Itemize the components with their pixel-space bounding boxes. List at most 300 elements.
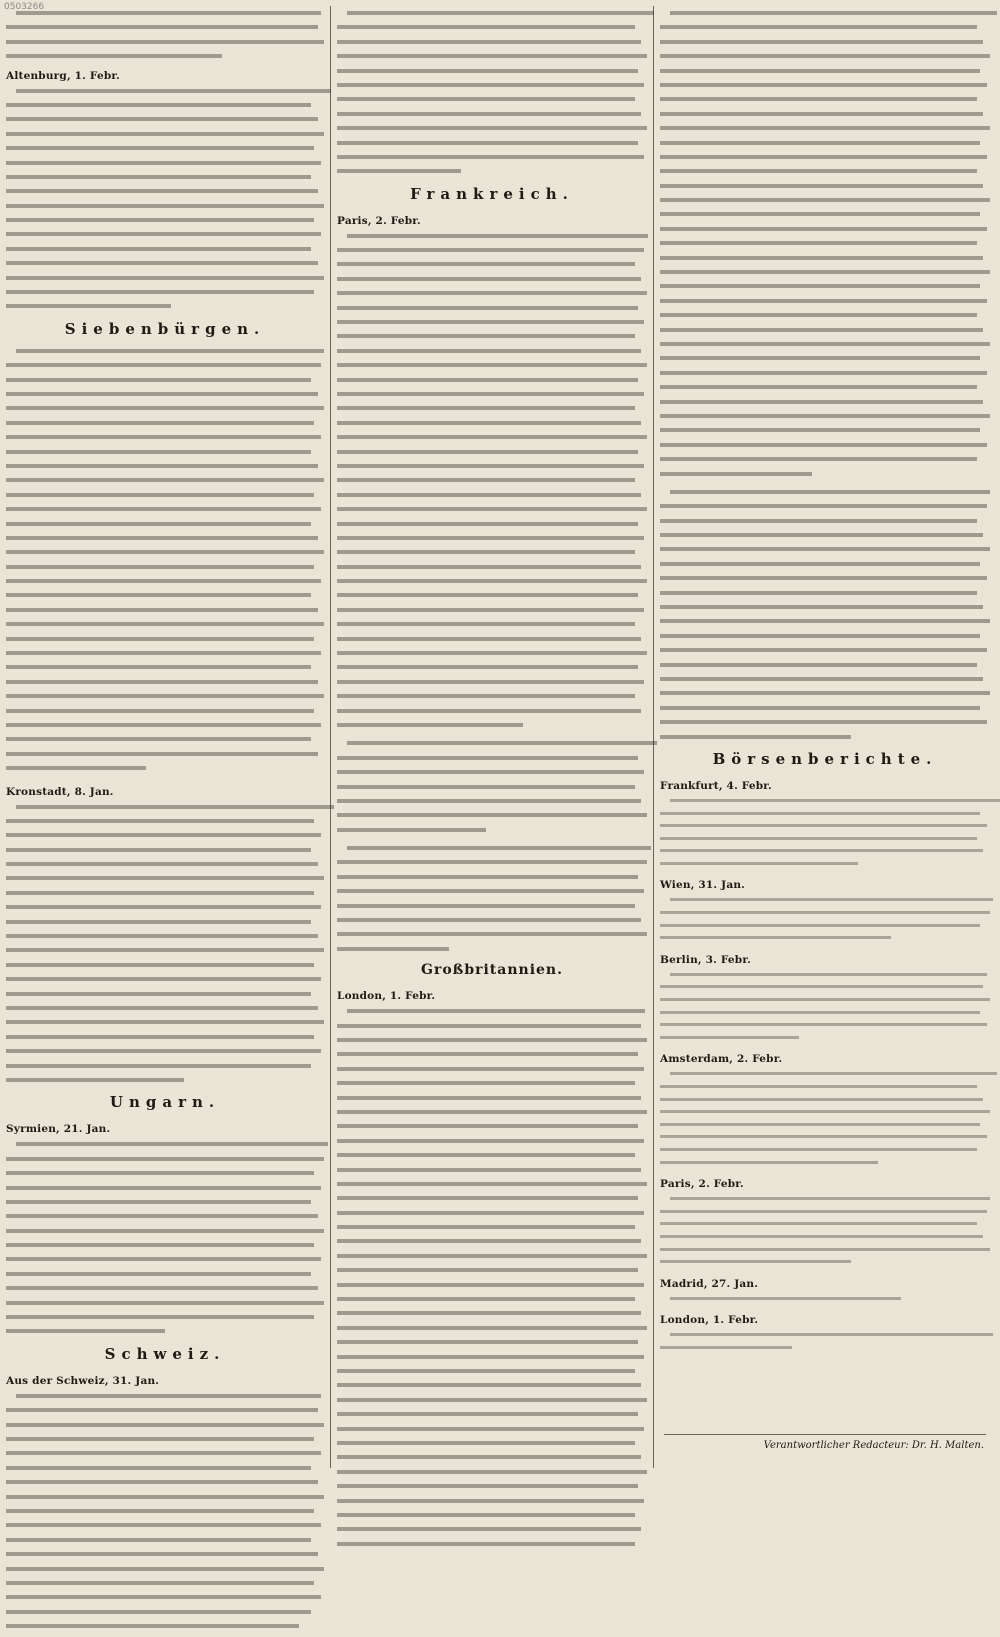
text-line	[660, 366, 990, 380]
text-line	[6, 1504, 324, 1518]
text-line	[660, 1205, 990, 1218]
text-line	[660, 571, 990, 585]
text-line	[6, 373, 324, 387]
text-line	[6, 459, 324, 473]
text-line	[660, 600, 990, 614]
text-line	[6, 1619, 324, 1633]
text-line	[337, 841, 647, 855]
text-line	[6, 814, 324, 828]
text-line	[6, 1296, 324, 1310]
text-line	[660, 1031, 990, 1044]
text-line	[6, 900, 324, 914]
text-line	[6, 6, 324, 20]
text-line	[660, 542, 990, 556]
text-line	[337, 765, 647, 779]
text-line	[660, 294, 990, 308]
text-line	[337, 531, 647, 545]
text-line	[337, 617, 647, 631]
market-report	[660, 1308, 990, 1353]
column-rule	[330, 6, 331, 1468]
text-line	[337, 603, 647, 617]
text-line	[6, 943, 324, 957]
text-line	[337, 1206, 647, 1220]
text-line	[660, 380, 990, 394]
text-line	[337, 502, 647, 516]
text-line	[6, 416, 324, 430]
text-line	[6, 761, 324, 775]
text-line	[6, 271, 324, 285]
text-line	[337, 927, 647, 941]
text-line	[6, 358, 324, 372]
text-line	[337, 675, 647, 689]
text-line	[6, 675, 324, 689]
text-line	[337, 20, 647, 34]
text-line	[337, 107, 647, 121]
text-line	[6, 1461, 324, 1475]
text-line	[337, 1393, 647, 1407]
text-line	[660, 980, 990, 993]
text-line	[6, 574, 324, 588]
article	[6, 344, 324, 776]
text-line	[337, 808, 647, 822]
text-line	[660, 499, 990, 513]
text-line	[6, 987, 324, 1001]
text-line	[337, 1422, 647, 1436]
market-report	[660, 1272, 990, 1305]
text-line	[6, 1281, 324, 1295]
text-line	[337, 1263, 647, 1277]
text-line	[660, 409, 990, 423]
text-line	[337, 488, 647, 502]
dateline: Aus der Schweiz, 31. Jan.	[6, 1374, 160, 1387]
text-line	[6, 1252, 324, 1266]
text-line	[337, 1105, 647, 1119]
text-line	[6, 98, 324, 112]
column-1	[6, 6, 324, 1637]
text-line	[337, 1134, 647, 1148]
text-line	[6, 1605, 324, 1619]
text-line	[337, 870, 647, 884]
text-line	[6, 299, 324, 313]
text-line	[337, 1494, 647, 1508]
section-heading: Frankreich.	[410, 184, 574, 203]
text-line	[6, 199, 324, 213]
text-line	[660, 1255, 990, 1268]
text-line	[660, 1006, 990, 1019]
text-line	[660, 1080, 990, 1093]
text-line	[660, 701, 990, 715]
text-line	[660, 323, 990, 337]
article	[337, 736, 647, 837]
text-line	[660, 686, 990, 700]
text-line	[337, 1407, 647, 1421]
text-line	[6, 1224, 324, 1238]
article	[660, 485, 990, 744]
text-line	[6, 1446, 324, 1460]
text-line	[337, 373, 647, 387]
text-line	[6, 972, 324, 986]
text-line	[337, 751, 647, 765]
text-line	[6, 1403, 324, 1417]
text-line	[6, 227, 324, 241]
text-line	[660, 629, 990, 643]
text-line	[337, 92, 647, 106]
text-line	[337, 780, 647, 794]
text-line	[6, 704, 324, 718]
column-3	[660, 6, 990, 1358]
text-line	[660, 1230, 990, 1243]
text-line	[337, 560, 647, 574]
dateline: Altenburg, 1. Febr.	[6, 69, 121, 82]
text-line	[337, 1119, 647, 1133]
text-line	[337, 884, 647, 898]
dateline: London, 1. Febr.	[337, 990, 436, 1003]
text-line	[337, 942, 647, 956]
text-line	[660, 236, 990, 250]
text-line	[660, 906, 990, 919]
text-line	[337, 704, 647, 718]
text-line	[6, 1310, 324, 1324]
text-line	[6, 828, 324, 842]
text-line	[337, 1091, 647, 1105]
text-line	[6, 285, 324, 299]
article-continued	[6, 6, 324, 314]
article	[6, 780, 324, 1088]
text-line	[337, 1019, 647, 1033]
text-line	[6, 184, 324, 198]
text-line	[660, 150, 990, 164]
text-line	[6, 1475, 324, 1489]
dateline: London, 1. Febr.	[660, 1314, 759, 1327]
section-heading: Ungarn.	[109, 1093, 221, 1112]
text-line	[337, 823, 647, 837]
text-line	[660, 438, 990, 452]
text-line	[337, 718, 647, 732]
text-line	[337, 1234, 647, 1248]
text-line	[6, 1418, 324, 1432]
text-line	[660, 1243, 990, 1256]
text-line	[6, 256, 324, 270]
text-line	[660, 121, 990, 135]
text-line	[660, 164, 990, 178]
text-line	[660, 807, 990, 820]
text-line	[660, 6, 990, 20]
text-line	[660, 452, 990, 466]
text-line	[337, 1148, 647, 1162]
stock-reports	[660, 774, 990, 1354]
text-line	[337, 301, 647, 315]
text-line	[337, 574, 647, 588]
text-line	[6, 213, 324, 227]
text-line	[6, 560, 324, 574]
text-line	[337, 272, 647, 286]
text-line	[6, 242, 324, 256]
text-line	[660, 179, 990, 193]
text-line	[6, 646, 324, 660]
text-line	[6, 718, 324, 732]
text-line	[6, 617, 324, 631]
text-line	[337, 49, 647, 63]
text-line	[6, 1562, 324, 1576]
text-line	[660, 1067, 990, 1080]
text-line	[660, 1192, 990, 1205]
text-line	[660, 832, 990, 845]
text-line	[6, 545, 324, 559]
text-line	[660, 1093, 990, 1106]
text-line	[337, 430, 647, 444]
text-line	[660, 337, 990, 351]
text-line	[337, 1508, 647, 1522]
text-line	[660, 78, 990, 92]
text-line	[660, 893, 990, 906]
text-line	[660, 193, 990, 207]
dateline: Berlin, 3. Febr.	[660, 953, 751, 966]
text-line	[337, 689, 647, 703]
text-line	[6, 1576, 324, 1590]
text-line	[337, 1033, 647, 1047]
text-line	[6, 387, 324, 401]
text-line	[337, 6, 647, 20]
text-line	[660, 92, 990, 106]
text-line	[6, 1209, 324, 1223]
text-line	[6, 1166, 324, 1180]
text-line	[6, 517, 324, 531]
text-line	[337, 243, 647, 257]
text-line	[6, 915, 324, 929]
text-line	[337, 1191, 647, 1205]
section-heading: Schweiz.	[104, 1344, 226, 1363]
text-line	[6, 732, 324, 746]
text-line	[6, 1001, 324, 1015]
text-line	[6, 603, 324, 617]
text-line	[6, 1432, 324, 1446]
text-line	[660, 643, 990, 657]
text-line	[337, 35, 647, 49]
text-line	[337, 344, 647, 358]
text-line	[6, 1389, 324, 1403]
text-line	[337, 913, 647, 927]
text-line	[337, 1522, 647, 1536]
text-line	[660, 485, 990, 499]
text-line	[660, 265, 990, 279]
text-line	[337, 1062, 647, 1076]
text-line	[6, 1044, 324, 1058]
dateline: Amsterdam, 2. Febr.	[660, 1053, 783, 1066]
market-report	[660, 948, 990, 1044]
article	[6, 1117, 324, 1338]
text-line	[660, 279, 990, 293]
article-continued	[337, 6, 647, 179]
text-line	[660, 968, 990, 981]
text-line	[6, 1238, 324, 1252]
text-line	[6, 632, 324, 646]
text-line	[337, 64, 647, 78]
text-line	[6, 689, 324, 703]
text-line	[337, 315, 647, 329]
text-line	[337, 1321, 647, 1335]
text-line	[660, 857, 990, 870]
dateline: Frankfurt, 4. Febr.	[660, 779, 772, 792]
text-line	[660, 819, 990, 832]
text-line	[337, 1004, 647, 1018]
article	[337, 209, 647, 733]
text-line	[337, 445, 647, 459]
text-line	[660, 1328, 990, 1341]
text-line	[6, 488, 324, 502]
dateline: Kronstadt, 8. Jan.	[6, 785, 114, 798]
article	[6, 1369, 324, 1634]
text-line	[660, 614, 990, 628]
text-line	[6, 112, 324, 126]
text-line	[660, 658, 990, 672]
text-line	[660, 467, 990, 481]
text-line	[660, 715, 990, 729]
text-line	[337, 1292, 647, 1306]
text-line	[660, 794, 990, 807]
text-line	[337, 1306, 647, 1320]
dateline: Paris, 2. Febr.	[660, 1178, 744, 1191]
text-line	[6, 1195, 324, 1209]
archive-id: 0503266	[4, 2, 45, 12]
text-line	[337, 1378, 647, 1392]
text-line	[337, 1220, 647, 1234]
text-line	[6, 473, 324, 487]
text-line	[337, 1249, 647, 1263]
text-line	[660, 1217, 990, 1230]
text-line	[660, 993, 990, 1006]
text-line	[337, 1364, 647, 1378]
text-line	[337, 473, 647, 487]
text-line	[337, 358, 647, 372]
text-line	[660, 35, 990, 49]
text-line	[660, 49, 990, 63]
text-line	[660, 1156, 990, 1169]
text-line	[660, 136, 990, 150]
text-line	[6, 1490, 324, 1504]
text-line	[6, 141, 324, 155]
text-line	[660, 64, 990, 78]
text-line	[6, 401, 324, 415]
text-line	[337, 632, 647, 646]
text-line	[337, 736, 647, 750]
text-line	[660, 1292, 990, 1305]
text-line	[337, 229, 647, 243]
text-line	[337, 1335, 647, 1349]
text-line	[660, 557, 990, 571]
text-line	[6, 1137, 324, 1151]
text-line	[6, 588, 324, 602]
text-line	[337, 794, 647, 808]
text-line	[660, 730, 990, 744]
text-line	[6, 929, 324, 943]
market-report	[660, 1047, 990, 1168]
text-line	[337, 150, 647, 164]
text-line	[660, 395, 990, 409]
text-line	[660, 423, 990, 437]
text-line	[6, 1015, 324, 1029]
text-line	[6, 127, 324, 141]
column-rule	[653, 6, 654, 1468]
section-heading: Börsenberichte.	[712, 749, 938, 768]
text-line	[660, 514, 990, 528]
text-line	[337, 1350, 647, 1364]
text-line	[6, 1518, 324, 1532]
text-line	[337, 387, 647, 401]
text-line	[660, 1143, 990, 1156]
text-line	[6, 20, 324, 34]
market-report	[660, 1172, 990, 1268]
text-line	[337, 1479, 647, 1493]
text-line	[6, 871, 324, 885]
text-line	[6, 660, 324, 674]
section-heading: Siebenbürgen.	[64, 319, 266, 338]
text-line	[6, 1324, 324, 1338]
text-line	[337, 588, 647, 602]
text-line	[6, 49, 324, 63]
text-line	[660, 931, 990, 944]
text-line	[660, 1341, 990, 1354]
text-line	[337, 1465, 647, 1479]
text-line	[660, 919, 990, 932]
text-line	[660, 251, 990, 265]
text-line	[6, 886, 324, 900]
text-line	[660, 308, 990, 322]
text-line	[6, 84, 324, 98]
text-line	[6, 344, 324, 358]
text-line	[660, 207, 990, 221]
text-line	[6, 857, 324, 871]
text-line	[6, 430, 324, 444]
text-line	[337, 1047, 647, 1061]
text-line	[337, 286, 647, 300]
text-line	[337, 660, 647, 674]
text-line	[6, 1181, 324, 1195]
text-line	[6, 1073, 324, 1087]
text-line	[337, 545, 647, 559]
text-line	[6, 445, 324, 459]
text-line	[6, 1059, 324, 1073]
text-line	[337, 78, 647, 92]
text-line	[6, 1267, 324, 1281]
text-line	[337, 855, 647, 869]
text-line	[337, 1177, 647, 1191]
text-line	[660, 586, 990, 600]
text-line	[6, 800, 324, 814]
text-line	[6, 747, 324, 761]
text-line	[6, 1590, 324, 1604]
text-line	[660, 222, 990, 236]
text-line	[660, 351, 990, 365]
article	[337, 984, 647, 1551]
text-line	[660, 1105, 990, 1118]
text-line	[337, 329, 647, 343]
text-line	[6, 1547, 324, 1561]
dateline: Paris, 2. Febr.	[337, 214, 421, 227]
text-line	[337, 1537, 647, 1551]
text-line	[660, 528, 990, 542]
text-line	[337, 416, 647, 430]
text-line	[337, 459, 647, 473]
text-line	[337, 401, 647, 415]
dateline: Syrmien, 21. Jan.	[6, 1123, 111, 1136]
text-line	[6, 1030, 324, 1044]
dateline: Madrid, 27. Jan.	[660, 1277, 759, 1290]
text-line	[660, 1130, 990, 1143]
text-line	[660, 107, 990, 121]
text-line	[337, 1436, 647, 1450]
text-line	[6, 531, 324, 545]
text-line	[660, 844, 990, 857]
